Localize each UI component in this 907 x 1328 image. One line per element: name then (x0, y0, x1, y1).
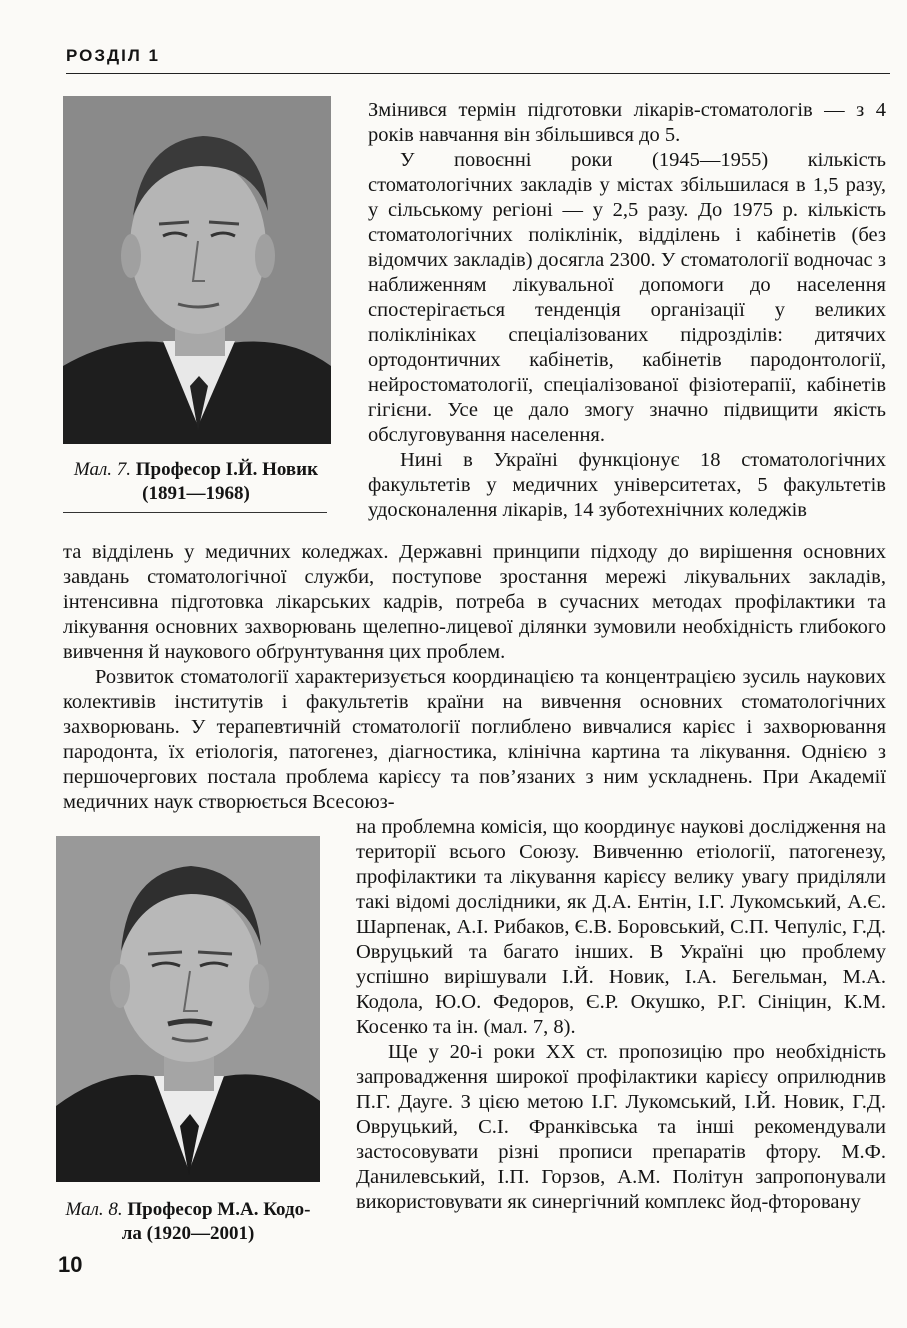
paragraph: Нині в Україні функціонує 18 стоматологічних факультетів у медичних університетах, 5 факультетів удосконалення лікарів, 14 зуботехнічних коледжів (368, 449, 886, 521)
figure-8-caption (50, 1198, 326, 1246)
portrait-photo-kodola (56, 836, 320, 1182)
paragraph: на проблемна комісія, що координує наукові дослідження на території всього Союзу. Вивченню етіології, патогенезу, профілактики та лікування карієсу велику увагу приділяли такі відомі дослідники, як Д.А. Ентін, І.Г. Лукомський, А.Є. Шарпенак, А.І. Рибаков, Є.В. Боровський, С.П. Чепуліс, Г.Д. Овруцький та багато інших. В Україні цю проблему успішно вирішували І.Й. Новик, І.А. Бегельман, М.А. Кодола, Ю.О. Федоров, Є.Р. Окушко, Р.Г. Сініцин, К.М. Косенко та ін. (мал. 7, 8). (356, 816, 886, 1038)
figure-7-title: Професор І.Й. Новик (135, 459, 319, 480)
section-header: РОЗДІЛ 1 (66, 46, 160, 65)
paragraph: та відділень у медичних коледжах. Державні принципи підходу до вирішення основних завдань стоматологічної служби, поступове зростання мережі лікувальних закладів, інтенсивна підготовка лікарських кадрів, потреба в сучасних методах профілактики та лікування основних захворювань щелепно-лицевої ділянки зумовили необхідність глибокого вивчення й наукового обґрунтування цих проблем. (63, 541, 886, 663)
paragraph: У повоєнні роки (1945—1955) кількість стоматологічних закладів у містах збільшилася в 1,5 разу, у сільському регіоні — у 2,5 разу. До 1975 р. кількість стоматологічних поліклінік, відділень і кабінетів (без відомчих закладів) досягла 2300. У стоматології водночас з наближенням лікувальної допомоги до населення спостерігається тенденція організації у великих поліклініках спеціалізованих підрозділів: дитячих ортодонтичних кабінетів, кабінетів пародонтології, нейростоматології, спеціалізованої фізіотерапії, кабінетів гігієни. Усе це дало змогу значно підвищити якість обслуговування населення. (368, 149, 886, 446)
page-number: 10 (58, 1252, 83, 1277)
paragraph: Розвиток стоматології характеризується координацією та концентрацією зусиль наукових колективів інститутів і факультетів країни на вивчення основних стоматологічних захворювань. У терапевтичній стоматології поглиблено вивчалися карієс і захворювання пародонта, їх етіологія, патогенез, діагностика, клінічна картина та лікування. Однією з першочергових постала проблема карієсу та пов’язаних з ним ускладнень. При Академії медичних наук створюється Всесоюз- (63, 666, 886, 813)
text-block-1 (368, 98, 886, 523)
figure-7-label: Мал. 7. (73, 459, 132, 480)
text-block-2 (63, 540, 886, 815)
portrait-photo-novyk (63, 96, 331, 444)
figure-8-years: ла (1920—2001) (121, 1223, 255, 1244)
figure-8-title: Професор М.А. Кодо- (127, 1199, 311, 1220)
figure-8-label: Мал. 8. (65, 1199, 123, 1220)
figure-7-rule (63, 512, 327, 513)
paragraph: Змінився термін підготовки лікарів-стоматологів — з 4 років навчання він збільшився до 5. (368, 99, 886, 146)
paragraph: Ще у 20-і роки XX ст. пропозицію про необхідність запровадження широкої профілактики карієсу оприлюднив П.Г. Дауге. З цією метою І.Г. Лукомський, І.Й. Новик, Г.Д. Овруцький, С.І. Франківська та інші рекомендували застосовувати різні прописи препаратів фтору. М.Ф. Данилевський, І.П. Горзов, А.М. Політун запропонували використовувати як синергічний комплекс йод-фторовану (356, 1041, 886, 1213)
figure-7-years: (1891—1968) (142, 483, 250, 504)
header-rule (66, 73, 890, 74)
text-block-3 (356, 815, 886, 1215)
figure-7-caption (58, 458, 334, 506)
